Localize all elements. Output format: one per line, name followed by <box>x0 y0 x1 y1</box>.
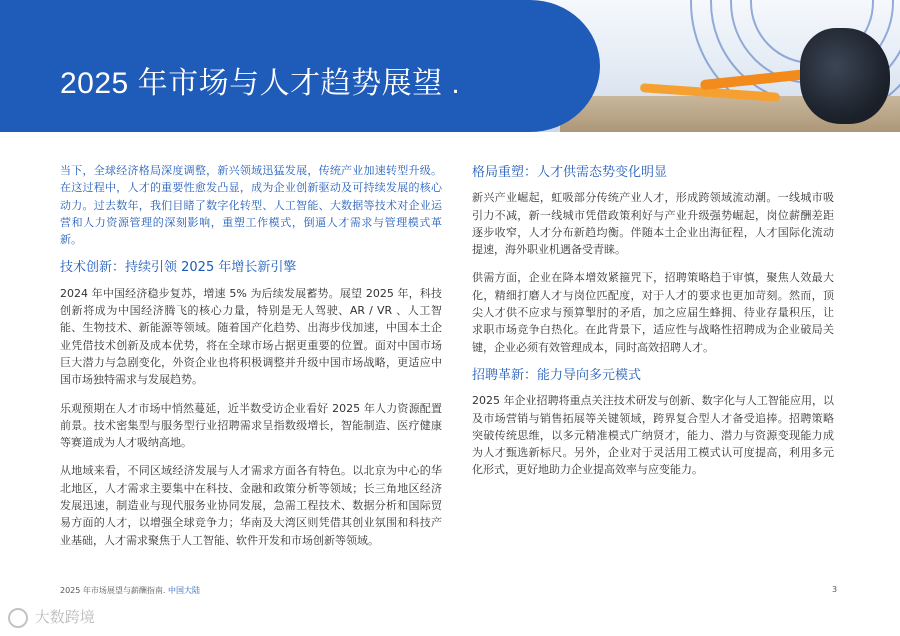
intro-paragraph: 当下，全球经济格局深度调整，新兴领域迅猛发展，传统产业加速转型升级。在这过程中，人才的重要性愈发凸显，成为企业创新驱动及可持续发展的核心动力。过去数年，我们目睹了数字化转型、人工智能、大数据等技术对企业运营和人力资源管理的深刻影响，重塑工作模式，倒逼人才需求与管理模式革新。 <box>60 164 442 247</box>
footer-report <box>60 585 200 596</box>
sunglasses-lens <box>800 28 890 124</box>
watermark <box>8 606 95 628</box>
section-heading-landscape: 格局重塑：人才供需态势变化明显 <box>472 165 668 180</box>
footer-brand: 中国大陆 <box>168 586 200 595</box>
paragraph: 供需方面，企业在降本增效紧箍咒下，招聘策略趋于审慎，聚焦人效最大化，精细打磨人才与岗位匹配度，对于人才的要求也更加苛刻。然而，顶尖人才供不应求与预算掣肘的矛盾，加之应届生蜂拥、待业存量积压，让求职市场竞争白热化。在此背景下，适应性与战略性招聘成为企业破局关键，企业必须有效管理成本，同时高效招聘人才。 <box>472 271 834 354</box>
paragraph: 新兴产业崛起，虹吸部分传统产业人才，形成跨领域流动潮。一线城市吸引力不减，新一线城市凭借政策利好与产业升级强势崛起，岗位薪酬差距逐步收窄，人才分布新趋均衡。伴随本土企业出海征程，人才国际化流动提速，海外职业机遇备受青睐。 <box>472 191 834 257</box>
paragraph: 2024 年中国经济稳步复苏，增速 5% 为后续发展蓄势。展望 2025 年，科技创新将成为中国经济腾飞的核心力量，特别是无人驾驶、AR / VR 、人工智能、生物技术、新能源等领域。随着国产化趋势、出海步伐加速，中国本土企业凭借技术创新及成本优势，将在全球市场占据更重要的位置。面对中国市场巨大潜力与急剧变化，外资企业也将积极调整并升级中国市场战略，更适应中国市场独特需求与发展趋势。 <box>60 286 442 387</box>
right-column <box>472 162 834 490</box>
header-banner <box>0 0 900 132</box>
paragraph: 从地域来看，不同区域经济发展与人才需求方面各有特色。以北京为中心的华北地区，人才需求主要集中在科技、金融和政策分析等领域；长三角地区经济发展迅速，制造业与现代服务业协同发展，急需工程技术、数据分析和国际贸易方面的人才，以增强全球竞争力；华南及大湾区则凭借其创业氛围和科技产业基础，人才需求聚焦于人工智能、软件开发和市场创新等领域。 <box>60 464 442 547</box>
section-heading-tech: 技术创新：持续引领 2025 年增长新引擎 <box>60 260 297 276</box>
watermark-logo-icon <box>8 608 28 628</box>
paragraph: 乐观预期在人才市场中悄然蔓延，近半数受访企业看好 2025 年人力资源配置前景。技术密集型与服务型行业招聘需求呈指数级增长，智能制造、医疗健康等赛道成为人才吸纳高地。 <box>60 401 442 450</box>
page-number: 3 <box>832 585 838 594</box>
watermark-text: 大数跨境 <box>34 608 95 626</box>
left-column <box>60 162 442 560</box>
section-heading-recruitment: 招聘革新：能力导向多元模式 <box>472 367 642 383</box>
page-title: 2025 年市场与人才趋势展望 . <box>60 67 461 100</box>
paragraph: 2025 年企业招聘将重点关注技术研发与创新、数字化与人工智能应用，以及市场营销与销售拓展等关键领域，跨界复合型人才备受追捧。招聘策略突破传统思维，以多元精准模式广纳贤才，能力、潜力与资源变现能力成为人才甄选新标尺。另外，企业对于灵活用工模式认可度提高，利用多元化形式，更好地助力企业提高效率与应变能力。 <box>472 394 834 477</box>
footer-report-title: 2025 年市场展望与薪酬指南. <box>60 586 166 595</box>
